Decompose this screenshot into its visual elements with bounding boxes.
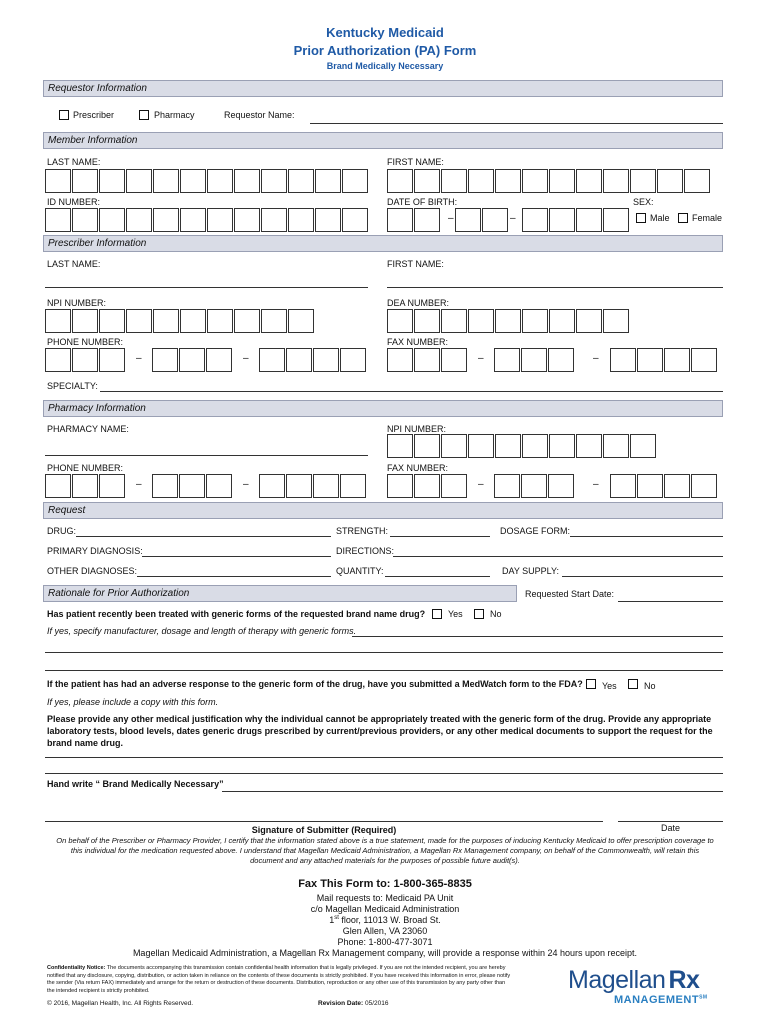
section-member: Member Information bbox=[43, 132, 723, 149]
confidentiality-label: Confidentiality Notice: bbox=[47, 965, 106, 971]
confidentiality-text: The documents accompanying this transmission contain confidential health information that is legally privileged. If you are not the intended recipient, you are hereby notified that any disclosure, copying, distribution, or action taken in reliance on the contents of these documents is strictly prohibited. If you have received this information in error, please notify the sender (Via return FAX) immediately and arrange for the return or destruction of these documents. Distribution, reproduction or any other use of this transmission by any party other than the intended recipient is strictly prohibited. bbox=[47, 965, 511, 994]
fax-dash-1: – bbox=[478, 353, 484, 364]
mail-line-2: c/o Magellan Medicaid Administration bbox=[310, 904, 460, 914]
strength-input[interactable] bbox=[390, 536, 490, 537]
male-label: Male bbox=[650, 213, 670, 223]
dosage-form-input[interactable] bbox=[570, 536, 723, 537]
mail-line-5: Phone: 1-800-477-3071 bbox=[337, 937, 433, 947]
revision-label: Revision Date: bbox=[318, 1000, 364, 1007]
primary-dx-label: PRIMARY DIAGNOSIS: bbox=[47, 546, 143, 556]
q1-note: If yes, specify manufacturer, dosage and length of therapy with generic forms. bbox=[47, 626, 357, 636]
prescriber-npi-boxes[interactable] bbox=[45, 309, 315, 333]
q2-no-checkbox[interactable] bbox=[628, 679, 638, 689]
response-note: Magellan Medicaid Administration, a Magellan Rx Management company, will provide a response within 24 hours upon receipt. bbox=[132, 948, 638, 958]
copyright: © 2016, Magellan Health, Inc. All Rights Reserved. bbox=[47, 1000, 194, 1007]
pharmacy-checkbox[interactable] bbox=[139, 110, 149, 120]
signature-line[interactable] bbox=[45, 821, 603, 822]
section-pharmacy: Pharmacy Information bbox=[43, 400, 723, 417]
revision-value: 05/2016 bbox=[363, 1000, 389, 1007]
ph-phone-dash-1: – bbox=[136, 479, 142, 490]
prescriber-phone-prefix[interactable] bbox=[152, 348, 233, 372]
pharmacy-fax-label: FAX NUMBER: bbox=[387, 463, 449, 473]
primary-dx-input[interactable] bbox=[142, 556, 331, 557]
prescriber-first-name-input[interactable] bbox=[387, 287, 723, 288]
date-line[interactable] bbox=[618, 821, 723, 822]
q2-label: If the patient has had an adverse response to the generic form of the drug, have you submitted a MedWatch form to the FDA? bbox=[47, 679, 583, 689]
fax-dash-2: – bbox=[593, 353, 599, 364]
q1-input-line-3[interactable] bbox=[45, 670, 723, 671]
start-date-label: Requested Start Date: bbox=[525, 589, 615, 599]
drug-label: DRUG: bbox=[47, 526, 76, 536]
q1-label: Has patient recently been treated with generic forms of the requested brand name drug? bbox=[47, 609, 426, 619]
pharmacy-npi-label: NPI NUMBER: bbox=[387, 424, 447, 434]
revision-date bbox=[318, 1000, 388, 1007]
form-subtitle: Brand Medically Necessary bbox=[326, 61, 444, 71]
member-first-name-boxes[interactable] bbox=[387, 169, 711, 193]
member-first-name-label: FIRST NAME: bbox=[387, 157, 444, 167]
section-request: Request bbox=[43, 502, 723, 519]
prescriber-label: Prescriber bbox=[73, 110, 115, 120]
quantity-label: QUANTITY: bbox=[336, 566, 384, 576]
q2-yes-label: Yes bbox=[602, 681, 617, 691]
q3-input-line-2[interactable] bbox=[45, 773, 723, 774]
prescriber-last-name-input[interactable] bbox=[45, 287, 368, 288]
pharmacy-npi-boxes[interactable] bbox=[387, 434, 657, 458]
mail-line-4: Glen Allen, VA 23060 bbox=[342, 926, 428, 936]
pharmacy-phone-area[interactable] bbox=[45, 474, 126, 498]
date-label: Date bbox=[660, 823, 680, 833]
prescriber-dea-boxes[interactable] bbox=[387, 309, 630, 333]
section-rationale: Rationale for Prior Authorization bbox=[43, 585, 517, 602]
directions-label: DIRECTIONS: bbox=[336, 546, 395, 556]
q3-label: Please provide any other medical justification why the individual cannot be appropriately treated with the generic form of the drug. Provide any appropriate laboratory tests, blood levels, dates generic drugs prescribed by current/previous providers, or any other medical documents to support the request for the brand name drug. bbox=[47, 714, 713, 748]
q1-input-line-2[interactable] bbox=[45, 652, 723, 653]
handwrite-input[interactable] bbox=[222, 791, 723, 792]
prescriber-first-name-label: FIRST NAME: bbox=[387, 259, 444, 269]
section-requestor: Requestor Information bbox=[43, 80, 723, 97]
pharmacy-phone-label: PHONE NUMBER: bbox=[47, 463, 124, 473]
prescriber-fax-label: FAX NUMBER: bbox=[387, 337, 449, 347]
handwrite-label: Hand write “ Brand Medically Necessary” bbox=[47, 779, 224, 789]
q1-no-label: No bbox=[490, 609, 502, 619]
pharmacy-fax-area[interactable] bbox=[387, 474, 468, 498]
q1-input-line-1[interactable] bbox=[352, 636, 723, 637]
signature-label: Signature of Submitter (Required) bbox=[251, 825, 397, 835]
confidentiality-notice bbox=[47, 965, 512, 995]
mail-line-3-rest: floor, 11013 W. Broad St. bbox=[338, 915, 441, 925]
drug-input[interactable] bbox=[76, 536, 331, 537]
dob-dash-2: – bbox=[510, 213, 516, 224]
quantity-input[interactable] bbox=[385, 576, 490, 577]
q2-no-label: No bbox=[644, 681, 656, 691]
specialty-input[interactable] bbox=[100, 391, 723, 392]
prescriber-checkbox[interactable] bbox=[59, 110, 69, 120]
phone-dash-2: – bbox=[243, 353, 249, 364]
dob-dash-1: – bbox=[448, 213, 454, 224]
prescriber-fax-prefix[interactable] bbox=[494, 348, 575, 372]
dosage-form-label: DOSAGE FORM: bbox=[500, 526, 571, 536]
pharmacy-label: Pharmacy bbox=[154, 110, 195, 120]
q1-no-checkbox[interactable] bbox=[474, 609, 484, 619]
member-dob-label: DATE OF BIRTH: bbox=[387, 197, 458, 207]
mail-line-1: Mail requests to: Medicaid PA Unit bbox=[316, 893, 454, 903]
pharmacy-phone-prefix[interactable] bbox=[152, 474, 233, 498]
prescriber-dea-label: DEA NUMBER: bbox=[387, 298, 450, 308]
other-dx-input[interactable] bbox=[137, 576, 331, 577]
other-dx-label: OTHER DIAGNOSES: bbox=[47, 566, 138, 576]
form-title-2: Prior Authorization (PA) Form bbox=[293, 43, 477, 58]
pharmacy-fax-line[interactable] bbox=[610, 474, 718, 498]
prescriber-fax-line[interactable] bbox=[610, 348, 718, 372]
pharmacy-name-input[interactable] bbox=[45, 455, 368, 456]
q3-input-line-1[interactable] bbox=[45, 757, 723, 758]
prescriber-phone-label: PHONE NUMBER: bbox=[47, 337, 124, 347]
prescriber-npi-label: NPI NUMBER: bbox=[47, 298, 107, 308]
member-last-name-boxes[interactable] bbox=[45, 169, 369, 193]
male-checkbox[interactable] bbox=[636, 213, 646, 223]
pharmacy-phone-line[interactable] bbox=[259, 474, 367, 498]
ph-fax-dash-1: – bbox=[478, 479, 484, 490]
member-last-name-label: LAST NAME: bbox=[47, 157, 101, 167]
prescriber-last-name-label: LAST NAME: bbox=[47, 259, 101, 269]
q2-note: If yes, please include a copy with this form. bbox=[47, 697, 219, 707]
pharmacy-name-label: PHARMACY NAME: bbox=[47, 424, 129, 434]
prescriber-fax-area[interactable] bbox=[387, 348, 468, 372]
ph-fax-dash-2: – bbox=[593, 479, 599, 490]
logo-main: Magellan Rx bbox=[568, 966, 700, 994]
member-dob-day[interactable] bbox=[455, 208, 509, 232]
prescriber-phone-line[interactable] bbox=[259, 348, 367, 372]
member-id-boxes[interactable] bbox=[45, 208, 369, 232]
section-prescriber: Prescriber Information bbox=[43, 235, 723, 252]
q2-yes-checkbox[interactable] bbox=[586, 679, 596, 689]
member-dob-year[interactable] bbox=[522, 208, 630, 232]
directions-input[interactable] bbox=[393, 556, 723, 557]
strength-label: STRENGTH: bbox=[336, 526, 389, 536]
specialty-label: SPECIALTY: bbox=[47, 381, 98, 391]
logo-sub: MANAGEMENT℠ bbox=[614, 994, 708, 1006]
q1-yes-label: Yes bbox=[448, 609, 463, 619]
day-supply-input[interactable] bbox=[562, 576, 723, 577]
female-checkbox[interactable] bbox=[678, 213, 688, 223]
member-id-label: ID NUMBER: bbox=[47, 197, 101, 207]
requestor-name-input[interactable] bbox=[310, 123, 723, 124]
prescriber-phone-area[interactable] bbox=[45, 348, 126, 372]
day-supply-label: DAY SUPPLY: bbox=[502, 566, 560, 576]
member-sex-label: SEX: bbox=[633, 197, 654, 207]
mail-line-3 bbox=[0, 915, 770, 925]
requestor-name-label: Requestor Name: bbox=[224, 110, 295, 120]
phone-dash-1: – bbox=[136, 353, 142, 364]
start-date-input[interactable] bbox=[618, 601, 723, 602]
magellan-logo bbox=[568, 966, 728, 1016]
form-title-1: Kentucky Medicaid bbox=[326, 25, 444, 40]
fax-number: Fax This Form to: 1-800-365-8835 bbox=[298, 878, 472, 890]
member-dob-month[interactable] bbox=[387, 208, 441, 232]
mail-line-3-suffix: st bbox=[334, 915, 339, 921]
mail-line-3-number: 1 bbox=[329, 915, 335, 925]
attestation-text: On behalf of the Prescriber or Pharmacy Provider, I certify that the information stated above is a true statement, made for the purposes of inducing Kentucky Medicaid to offer prescription coverage to this individual for the medication requested above. I understand that Magellan Medicaid Administration, a Magellan Rx Management company, on behalf of the Commonwealth, will retain this document and any attached materials for the purposes of possible future audit(s). bbox=[56, 836, 714, 865]
ph-phone-dash-2: – bbox=[243, 479, 249, 490]
q1-yes-checkbox[interactable] bbox=[432, 609, 442, 619]
pharmacy-fax-prefix[interactable] bbox=[494, 474, 575, 498]
female-label: Female bbox=[692, 213, 723, 223]
